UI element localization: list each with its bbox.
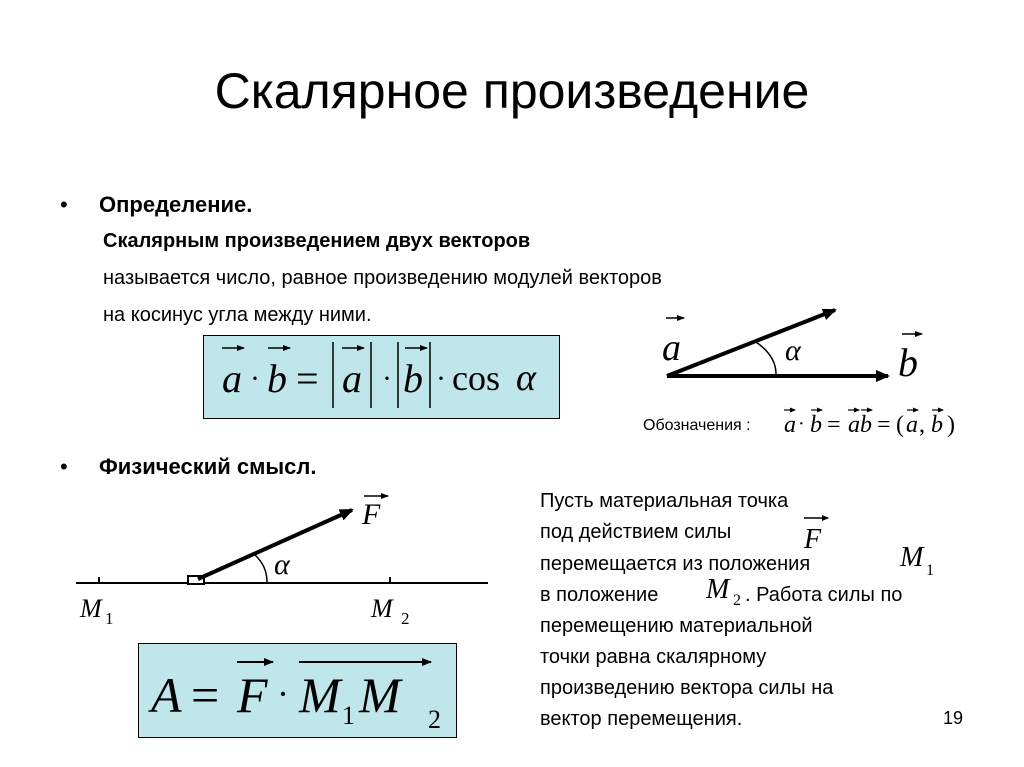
force-diagram <box>70 484 490 634</box>
notation-dot: · <box>798 413 805 435</box>
notation-label: Обозначения : <box>643 417 751 434</box>
formula-dot-3: · <box>436 362 446 395</box>
vector-a-line <box>667 310 835 376</box>
force-label-f: F <box>362 498 381 531</box>
para-line-4b: . Работа силы по <box>745 584 903 606</box>
notation-b-1: b <box>810 412 822 438</box>
notation-a-2: a <box>848 412 860 438</box>
diagram-label-a: a <box>662 327 681 369</box>
notation-a-3: a <box>906 412 918 438</box>
para-F: F <box>804 524 822 554</box>
work-F: F <box>237 667 268 723</box>
formula-equals: = <box>296 356 319 401</box>
label-m2: M <box>371 594 393 623</box>
para-line-3: перемещается из положения <box>540 553 811 575</box>
force-angle-arc <box>255 555 267 582</box>
formula-abs-b: b <box>403 356 423 401</box>
formula-dot-2: · <box>382 362 392 395</box>
definition-line-1: Скалярным произведением двух векторов <box>103 230 531 252</box>
para-M1-sub: 1 <box>926 562 934 579</box>
work-dot: · <box>277 674 289 714</box>
notation-equals-2: = <box>877 412 891 438</box>
work-M1: M <box>299 667 341 723</box>
bullet-physical: • <box>60 454 68 479</box>
para-line-2: под действием силы <box>540 521 732 543</box>
scalar-product-formula <box>204 336 559 418</box>
formula-a: a <box>222 356 242 401</box>
para-M2: M <box>706 574 730 605</box>
notation-close-paren: ) <box>947 412 955 438</box>
work-formula-box <box>138 643 457 738</box>
notation-b-3: b <box>931 412 943 438</box>
para-line-1: Пусть материальная точка <box>540 490 789 512</box>
work-A: A <box>151 667 182 723</box>
work-formula <box>139 644 456 737</box>
slide-title: Скалярное произведение <box>214 63 810 119</box>
diagram-label-alpha: α <box>785 334 801 367</box>
scalar-product-formula-box <box>203 335 560 419</box>
force-label-alpha: α <box>274 548 290 581</box>
page-number: 19 <box>943 708 964 728</box>
para-f-symbol <box>800 510 834 554</box>
formula-abs-a: a <box>342 356 362 401</box>
physical-heading: Физический смысл. <box>99 454 317 479</box>
para-line-7: произведению вектора силы на <box>540 677 834 699</box>
definition-line-2: называется число, равное произведению модулей векторов <box>103 267 662 289</box>
notation-a-1: a <box>784 412 796 438</box>
para-line-6: точки равна скалярному <box>540 646 767 668</box>
notation-formula <box>780 402 980 442</box>
angle-arc <box>756 342 776 374</box>
formula-dot-1: · <box>250 362 260 395</box>
definition-heading: Определение. <box>99 192 253 217</box>
vector-angle-diagram <box>650 300 930 390</box>
para-line-4: в положение <box>540 584 659 606</box>
work-equals: = <box>191 667 220 723</box>
notation-equals-1: = <box>827 412 841 438</box>
formula-alpha: α <box>516 357 536 399</box>
formula-cos: cos <box>452 358 500 398</box>
bullet-definition: • <box>60 192 68 217</box>
formula-b: b <box>267 356 287 401</box>
notation-b-2: b <box>860 412 872 438</box>
label-m1-sub: 1 <box>105 609 114 628</box>
diagram-label-b: b <box>898 340 918 385</box>
para-line-5: перемещению материальной <box>540 615 813 637</box>
notation-open-paren: ( <box>896 412 904 438</box>
para-M1: M <box>900 542 924 573</box>
definition-line-3: на косинус угла между ними. <box>103 304 372 326</box>
work-M2: M <box>359 667 401 723</box>
para-M2-sub: 2 <box>733 592 741 609</box>
work-M1-sub: 1 <box>342 701 355 730</box>
work-M2-sub: 2 <box>428 705 441 734</box>
label-m1: M <box>80 594 102 623</box>
notation-comma: , <box>919 412 925 438</box>
para-line-8: вектор перемещения. <box>540 708 743 730</box>
label-m2-sub: 2 <box>401 609 410 628</box>
